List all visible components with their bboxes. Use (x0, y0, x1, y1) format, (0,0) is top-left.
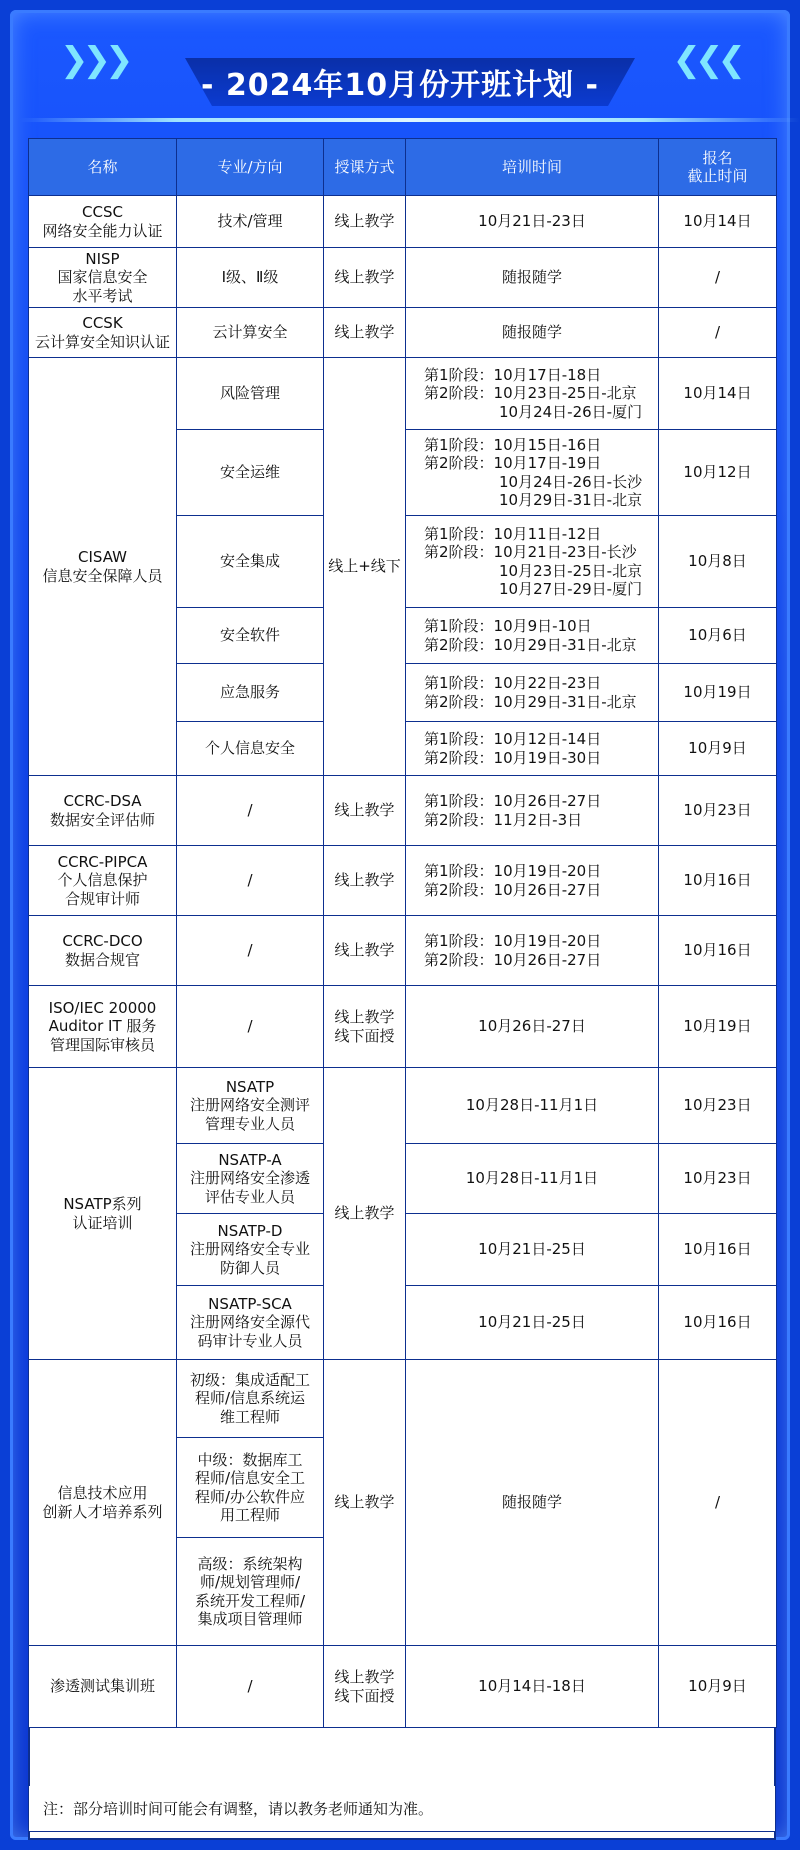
major-cell-line: 评估专业人员 (204, 1187, 295, 1206)
major-cell-line: 高级：系统架构 (197, 1554, 303, 1573)
time-cell-line: 第1阶段：10月22日-23日 (424, 674, 602, 693)
major-cell-line: 程师/信息系统运 (194, 1389, 306, 1408)
mode-cell-line: 线上教学 (334, 323, 395, 342)
deadline-cell-line: 10月8日 (688, 552, 747, 571)
major-cell-line: 注册网络安全测评 (189, 1096, 310, 1115)
page-title: - 2024年10月份开班计划 - (200, 68, 600, 103)
deadline-cell-line: 10月19日 (683, 683, 752, 702)
time-cell-line: 10月21日-25日 (478, 1313, 586, 1332)
mode-cell-line: 线上+线下 (328, 557, 401, 576)
table-row (29, 196, 777, 248)
deadline-cell (659, 248, 777, 308)
major-cell-line: 注册网络安全专业 (189, 1240, 310, 1259)
cert-name-cell (29, 1360, 177, 1646)
time-cell-line: 第2阶段：10月26日-27日 (424, 950, 602, 969)
table-row (29, 308, 777, 358)
mode-cell (324, 196, 406, 248)
major-cell (177, 308, 324, 358)
major-cell (177, 1360, 324, 1438)
time-cell-line: 第2阶段：10月26日-27日 (424, 880, 602, 899)
time-cell (406, 358, 659, 430)
mode-cell-line: 线下面授 (334, 1686, 395, 1705)
cert-name-cell-line: CCSC (82, 203, 123, 222)
cert-name-cell (29, 986, 177, 1068)
deadline-cell (659, 1144, 777, 1214)
time-cell-line: 第1阶段：10月19日-20日 (424, 862, 602, 881)
cert-name-cell-line: 国家信息安全 (57, 268, 148, 287)
time-cell-line: 第2阶段：10月23日-25日-北京 (424, 384, 637, 403)
major-cell-line: 技术/管理 (217, 212, 283, 231)
time-cell-line: 第2阶段：10月19日-30日 (424, 748, 602, 767)
deadline-cell (659, 1286, 777, 1360)
time-cell-line: 10月23日-25日-北京 (424, 561, 643, 580)
cert-name-cell-line: 信息安全保障人员 (42, 566, 163, 585)
major-cell-line: / (247, 941, 253, 960)
cert-name-cell-line: 管理国际审核员 (49, 1035, 155, 1054)
deadline-cell (659, 846, 777, 916)
time-cell-line: 10月28日-11月1日 (465, 1096, 599, 1115)
deadline-cell-line: 10月14日 (683, 212, 752, 231)
deadline-cell-line: / (714, 323, 721, 342)
major-cell-line: 码审计专业人员 (197, 1331, 303, 1350)
cert-name-cell (29, 308, 177, 358)
time-cell-line: 随报随学 (501, 323, 562, 342)
cert-name-cell-line: 个人信息保护 (57, 871, 148, 890)
mode-cell (324, 1360, 406, 1646)
major-cell-line: 集成项目管理师 (197, 1609, 303, 1628)
table-row (29, 1646, 777, 1728)
deadline-cell (659, 986, 777, 1068)
cert-name-cell (29, 1068, 177, 1360)
major-cell (177, 1438, 324, 1538)
time-cell (406, 986, 659, 1068)
mode-cell (324, 776, 406, 846)
time-cell-line: 第1阶段：10月15日-16日 (424, 435, 602, 454)
mode-cell-line: 线上教学 (334, 1204, 395, 1223)
table-row (29, 776, 777, 846)
deadline-cell (659, 430, 777, 516)
footer-note: 注：部分培训时间可能会有调整，请以教务老师通知为准。 (28, 1786, 776, 1832)
time-cell-line: 随报随学 (501, 268, 562, 287)
cert-name-cell-line: 数据合规官 (64, 950, 140, 969)
time-cell-line: 随报随学 (501, 1493, 562, 1512)
major-cell (177, 1068, 324, 1144)
deadline-cell-line: 10月16日 (683, 1313, 752, 1332)
time-cell (406, 1360, 659, 1646)
time-cell (406, 248, 659, 308)
time-cell (406, 516, 659, 608)
table-row (29, 358, 777, 430)
col-header-name: 名称 (29, 139, 177, 196)
header-line: 截止时间 (687, 167, 748, 185)
deadline-cell (659, 1646, 777, 1728)
major-cell-line: 云计算安全 (212, 323, 288, 342)
time-cell-line: 第1阶段：10月9日-10日 (424, 617, 592, 636)
time-cell-line: 第2阶段：10月29日-31日-北京 (424, 692, 637, 711)
header (10, 10, 790, 130)
major-cell (177, 608, 324, 664)
time-cell (406, 916, 659, 986)
time-cell-line: 第1阶段：10月26日-27日 (424, 792, 602, 811)
col-header-major: 专业/方向 (177, 139, 324, 196)
major-cell (177, 986, 324, 1068)
deadline-cell-line: 10月9日 (688, 1677, 747, 1696)
cert-name-cell-line: 信息技术应用 (57, 1484, 148, 1503)
time-cell (406, 846, 659, 916)
major-cell (177, 1538, 324, 1646)
major-cell (177, 1646, 324, 1728)
deadline-cell-line: 10月16日 (683, 871, 752, 890)
deadline-cell (659, 722, 777, 776)
time-cell (406, 196, 659, 248)
cert-name-cell-line: 云计算安全知识认证 (34, 332, 170, 351)
chevrons-right-icon: ❮❮❮ (672, 40, 740, 80)
table-row (29, 916, 777, 986)
time-cell-line: 第2阶段：10月29日-31日-北京 (424, 635, 637, 654)
col-header-time: 培训时间 (406, 139, 659, 196)
cert-name-cell (29, 358, 177, 776)
major-cell-line: 注册网络安全源代 (189, 1313, 310, 1332)
mode-cell-line: 线上教学 (334, 1493, 395, 1512)
time-cell (406, 722, 659, 776)
major-cell (177, 248, 324, 308)
mode-cell-line: 线上教学 (334, 871, 395, 890)
deadline-cell-line: 10月14日 (683, 384, 752, 403)
major-cell-line: 防御人员 (219, 1258, 280, 1277)
major-cell-line: 安全运维 (219, 463, 280, 482)
major-cell-line: / (247, 1677, 253, 1696)
major-cell-line: 注册网络安全渗透 (189, 1169, 310, 1188)
major-cell-line: / (247, 801, 253, 820)
time-cell-line: 第1阶段：10月17日-18日 (424, 366, 602, 385)
major-cell (177, 430, 324, 516)
time-cell (406, 1068, 659, 1144)
major-cell-line: 个人信息安全 (204, 739, 295, 758)
deadline-cell-line: / (714, 268, 721, 287)
deadline-cell-line: 10月16日 (683, 1240, 752, 1259)
mode-cell-line: 线上教学 (334, 212, 395, 231)
table-row (29, 248, 777, 308)
deadline-cell (659, 608, 777, 664)
cert-name-cell-line: 认证培训 (72, 1213, 133, 1232)
cert-name-cell (29, 248, 177, 308)
table-row (29, 1360, 777, 1438)
deadline-cell (659, 308, 777, 358)
deadline-cell-line: 10月23日 (683, 1169, 752, 1188)
deadline-cell (659, 1214, 777, 1286)
major-cell-line: 师/规划管理师/ (199, 1573, 301, 1592)
deadline-cell-line: 10月23日 (683, 1096, 752, 1115)
deadline-cell-line: 10月6日 (688, 626, 747, 645)
major-cell (177, 516, 324, 608)
chevrons-left-icon: ❯❯❯ (60, 40, 128, 80)
deadline-cell (659, 916, 777, 986)
mode-cell (324, 1646, 406, 1728)
major-cell-line: 安全集成 (219, 552, 280, 571)
major-cell-line: 程师/信息安全工 (194, 1469, 306, 1488)
major-cell-line: / (247, 1017, 253, 1036)
cert-name-cell-line: 合规审计师 (64, 889, 140, 908)
mode-cell (324, 846, 406, 916)
mode-cell-line: 线上教学 (334, 801, 395, 820)
major-cell (177, 1144, 324, 1214)
cert-name-cell-line: CCRC-PIPCA (57, 853, 148, 872)
time-cell-line: 10月28日-11月1日 (465, 1169, 599, 1188)
cert-name-cell (29, 846, 177, 916)
major-cell-line: / (247, 871, 253, 890)
major-cell (177, 1286, 324, 1360)
major-cell-line: 管理专业人员 (204, 1114, 295, 1133)
mode-cell (324, 308, 406, 358)
deadline-cell-line: 10月19日 (683, 1017, 752, 1036)
cert-name-cell-line: 渗透测试集训班 (49, 1677, 155, 1696)
cert-name-cell-line: ISO/IEC 20000 (48, 999, 157, 1018)
major-cell (177, 1214, 324, 1286)
major-cell-line: 风险管理 (219, 384, 280, 403)
time-cell (406, 664, 659, 722)
mode-cell (324, 1068, 406, 1360)
table-row (29, 986, 777, 1068)
cert-name-cell-line: CCRC-DSA (63, 792, 142, 811)
major-cell (177, 358, 324, 430)
major-cell-line: 初级：集成适配工 (189, 1371, 310, 1390)
mode-cell (324, 248, 406, 308)
time-cell (406, 776, 659, 846)
cert-name-cell (29, 916, 177, 986)
time-cell-line: 10月29日-31日-北京 (424, 490, 643, 509)
major-cell-line: NSATP-A (218, 1151, 282, 1170)
time-cell-line: 10月14日-18日 (478, 1677, 586, 1696)
cert-name-cell-line: 水平考试 (72, 286, 133, 305)
time-cell-line: 10月24日-26日-厦门 (424, 402, 643, 421)
mode-cell-line: 线上教学 (334, 941, 395, 960)
time-cell-line: 第1阶段：10月19日-20日 (424, 932, 602, 951)
table-header-row (29, 139, 777, 196)
major-cell-line: 维工程师 (219, 1407, 280, 1426)
time-cell (406, 308, 659, 358)
major-cell-line: 应急服务 (219, 683, 280, 702)
major-cell-line: NSATP-D (217, 1222, 283, 1241)
time-cell-line: 第2阶段：10月21日-23日-长沙 (424, 543, 637, 562)
time-cell-line: 10月26日-27日 (478, 1017, 586, 1036)
deadline-cell (659, 1360, 777, 1646)
cert-name-cell-line: NISP (85, 250, 120, 269)
major-cell-line: 安全软件 (219, 626, 280, 645)
deadline-cell-line: 10月9日 (688, 739, 747, 758)
time-cell (406, 430, 659, 516)
deadline-cell (659, 664, 777, 722)
time-cell-line: 10月24日-26日-长沙 (424, 472, 643, 491)
deadline-cell (659, 196, 777, 248)
time-cell-line: 10月21日-23日 (478, 212, 586, 231)
cert-name-cell-line: NSATP系列 (63, 1195, 142, 1214)
mode-cell (324, 358, 406, 776)
time-cell-line: 第2阶段：10月17日-19日 (424, 454, 602, 473)
cert-name-cell-line: 网络安全能力认证 (42, 221, 163, 240)
cert-name-cell-line: CCSK (82, 314, 123, 333)
major-cell-line: 中级：数据库工 (197, 1450, 303, 1469)
mode-cell-line: 线上教学 (334, 1668, 395, 1687)
time-cell-line: 第2阶段：11月2日-3日 (424, 810, 583, 829)
cert-name-cell-line: CISAW (78, 548, 127, 567)
table-row (29, 1068, 777, 1144)
deadline-cell (659, 1068, 777, 1144)
mode-cell-line: 线下面授 (334, 1026, 395, 1045)
major-cell (177, 722, 324, 776)
time-cell-line: 10月27日-29日-厦门 (424, 579, 643, 598)
cert-name-cell-line: 创新人才培养系列 (42, 1502, 163, 1521)
time-cell-line: 第1阶段：10月12日-14日 (424, 730, 602, 749)
cert-name-cell-line: 数据安全评估师 (49, 810, 155, 829)
col-header-mode: 授课方式 (324, 139, 406, 196)
time-cell (406, 608, 659, 664)
cert-name-cell-line: Auditor IT 服务 (48, 1017, 157, 1036)
header-line: 报名 (702, 148, 733, 167)
deadline-cell-line: / (714, 1493, 721, 1512)
mode-cell-line: 线上教学 (334, 1008, 395, 1027)
deadline-cell-line: 10月12日 (683, 463, 752, 482)
major-cell (177, 664, 324, 722)
time-cell-line: 10月21日-25日 (478, 1240, 586, 1259)
major-cell-line: 程师/办公软件应 (194, 1487, 306, 1506)
major-cell-line: NSATP-SCA (208, 1295, 292, 1314)
schedule-table (28, 138, 777, 1728)
cert-name-cell (29, 196, 177, 248)
table-row (29, 846, 777, 916)
cert-name-cell-line: CCRC-DCO (62, 932, 143, 951)
mode-cell-line: 线上教学 (334, 268, 395, 287)
major-cell (177, 846, 324, 916)
major-cell-line: Ⅰ级、Ⅱ级 (221, 268, 279, 287)
major-cell (177, 916, 324, 986)
deadline-cell (659, 516, 777, 608)
deadline-cell (659, 776, 777, 846)
major-cell-line: 用工程师 (219, 1505, 280, 1524)
major-cell-line: NSATP (225, 1078, 275, 1097)
major-cell (177, 776, 324, 846)
cert-name-cell (29, 1646, 177, 1728)
time-cell (406, 1646, 659, 1728)
time-cell-line: 第1阶段：10月11日-12日 (424, 524, 602, 543)
col-header-deadline (659, 139, 777, 196)
deadline-cell-line: 10月16日 (683, 941, 752, 960)
deadline-cell-line: 10月23日 (683, 801, 752, 820)
major-cell (177, 196, 324, 248)
mode-cell (324, 986, 406, 1068)
mode-cell (324, 916, 406, 986)
header-glow-divider (20, 118, 800, 122)
time-cell (406, 1144, 659, 1214)
time-cell (406, 1286, 659, 1360)
major-cell-line: 系统开发工程师/ (194, 1591, 306, 1610)
time-cell (406, 1214, 659, 1286)
deadline-cell (659, 358, 777, 430)
cert-name-cell (29, 776, 177, 846)
